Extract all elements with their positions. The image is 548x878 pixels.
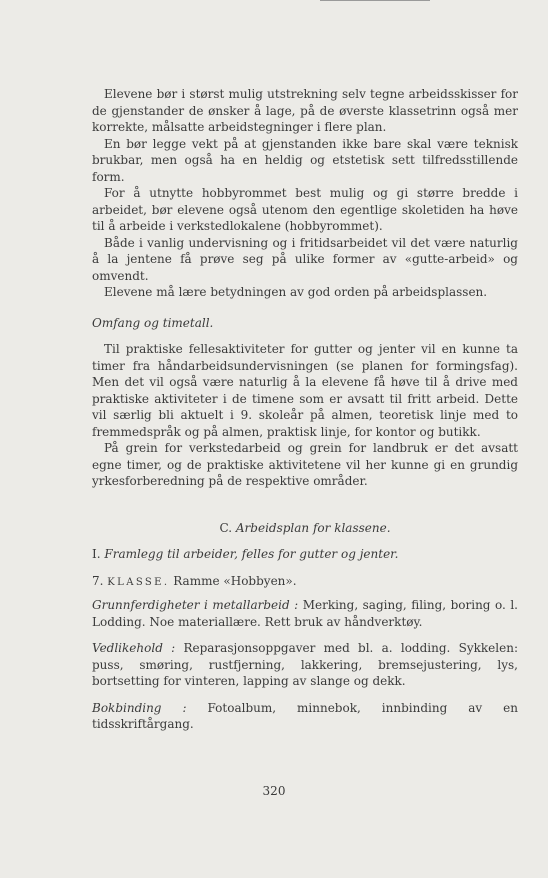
- item-label: Vedlikehold :: [92, 641, 176, 655]
- klasse-label: KLASSE.: [107, 576, 170, 588]
- paragraph: Både i vanlig undervisning og i fritidsarbeidet vil det være naturlig å la jentene få prøve seg på ulike former av «gutte-arbeid» og omvendt.: [92, 235, 518, 283]
- list-item: [92, 597, 518, 630]
- framlegg-title: Framlegg til arbeider, felles for gutter og jenter.: [104, 547, 399, 561]
- klasse-number: 7.: [92, 573, 104, 588]
- paragraph: En bør legge vekt på at gjenstanden ikke bare skal være teknisk brukbar, men også ha en heldig og etstetisk sett tilfredsstillende form.: [92, 136, 518, 184]
- klasse-title: Ramme «Hobbyen».: [173, 573, 297, 588]
- paragraph: For å utnytte hobbyrommet best mulig og gi større bredde i arbeidet, bør elevene også utenom den egentlige skoletiden ha høve til å arbeide i verkstedlokalene (hobbyrommet).: [92, 186, 518, 233]
- section-letter: C.: [219, 520, 233, 535]
- top-rule: [320, 0, 430, 1]
- item-text: Reparasjonsoppgaver med bl. a. lodding. Sykkelen: puss, smøring, rustfjerning, lakkering, bremsejustering, lys, bortsetting for vinteren, lapping av slange og dekk.: [92, 641, 518, 688]
- paragraph: Elevene bør i størst mulig utstrekning selv tegne arbeidsskisser for de gjenstander de ønsker å lage, på de øverste klassetrinn også mer korrekte, målsatte arbeidstegninger i flere plan.: [92, 87, 518, 134]
- page-number: 320: [262, 784, 286, 798]
- body-text: [92, 86, 518, 743]
- section-heading-omfang: Omfang og timetall.: [92, 315, 214, 330]
- framlegg-heading: [92, 546, 518, 563]
- section-heading-c: [92, 520, 518, 537]
- klasse-heading: [92, 573, 518, 592]
- paragraph: Til praktiske fellesaktiviteter for gutter og jenter vil en kunne ta timer fra håndarbeidsundervisningen (se planen for formingsfag). Men det vil også være naturlig å la elevene få høve til å drive med praktiske aktiviteter i de timene som er avsatt til fritt arbeid. Dette vil særlig bli aktuelt i 9. skoleår på almen, teoretisk linje med to fremmedspråk og på almen, praktisk linje, for kontor og butikk.: [92, 342, 518, 439]
- section-title: Arbeidsplan for klassene.: [235, 520, 391, 535]
- item-label: Grunnferdigheter i metallarbeid :: [92, 598, 299, 612]
- item-text: Merking, saging, filing, boring o. l. Lodding. Noe materiallære. Rett bruk av håndverktøy.: [92, 598, 518, 629]
- item-text: Fotoalbum, minnebok, innbinding av en tidsskriftårgang.: [92, 700, 518, 731]
- list-item: [92, 700, 518, 733]
- paragraph: På grein for verkstedarbeid og grein for landbruk er det avsatt egne timer, og de praktiske aktivitetene vil her kunne gi en grundig yrkesforberedning på de respektive områder.: [92, 441, 518, 488]
- item-label: Bokbinding :: [92, 700, 187, 715]
- paragraph: Elevene må lære betydningen av god orden på arbeidsplassen.: [104, 285, 488, 299]
- list-item: [92, 640, 518, 690]
- framlegg-numeral: I.: [92, 547, 101, 561]
